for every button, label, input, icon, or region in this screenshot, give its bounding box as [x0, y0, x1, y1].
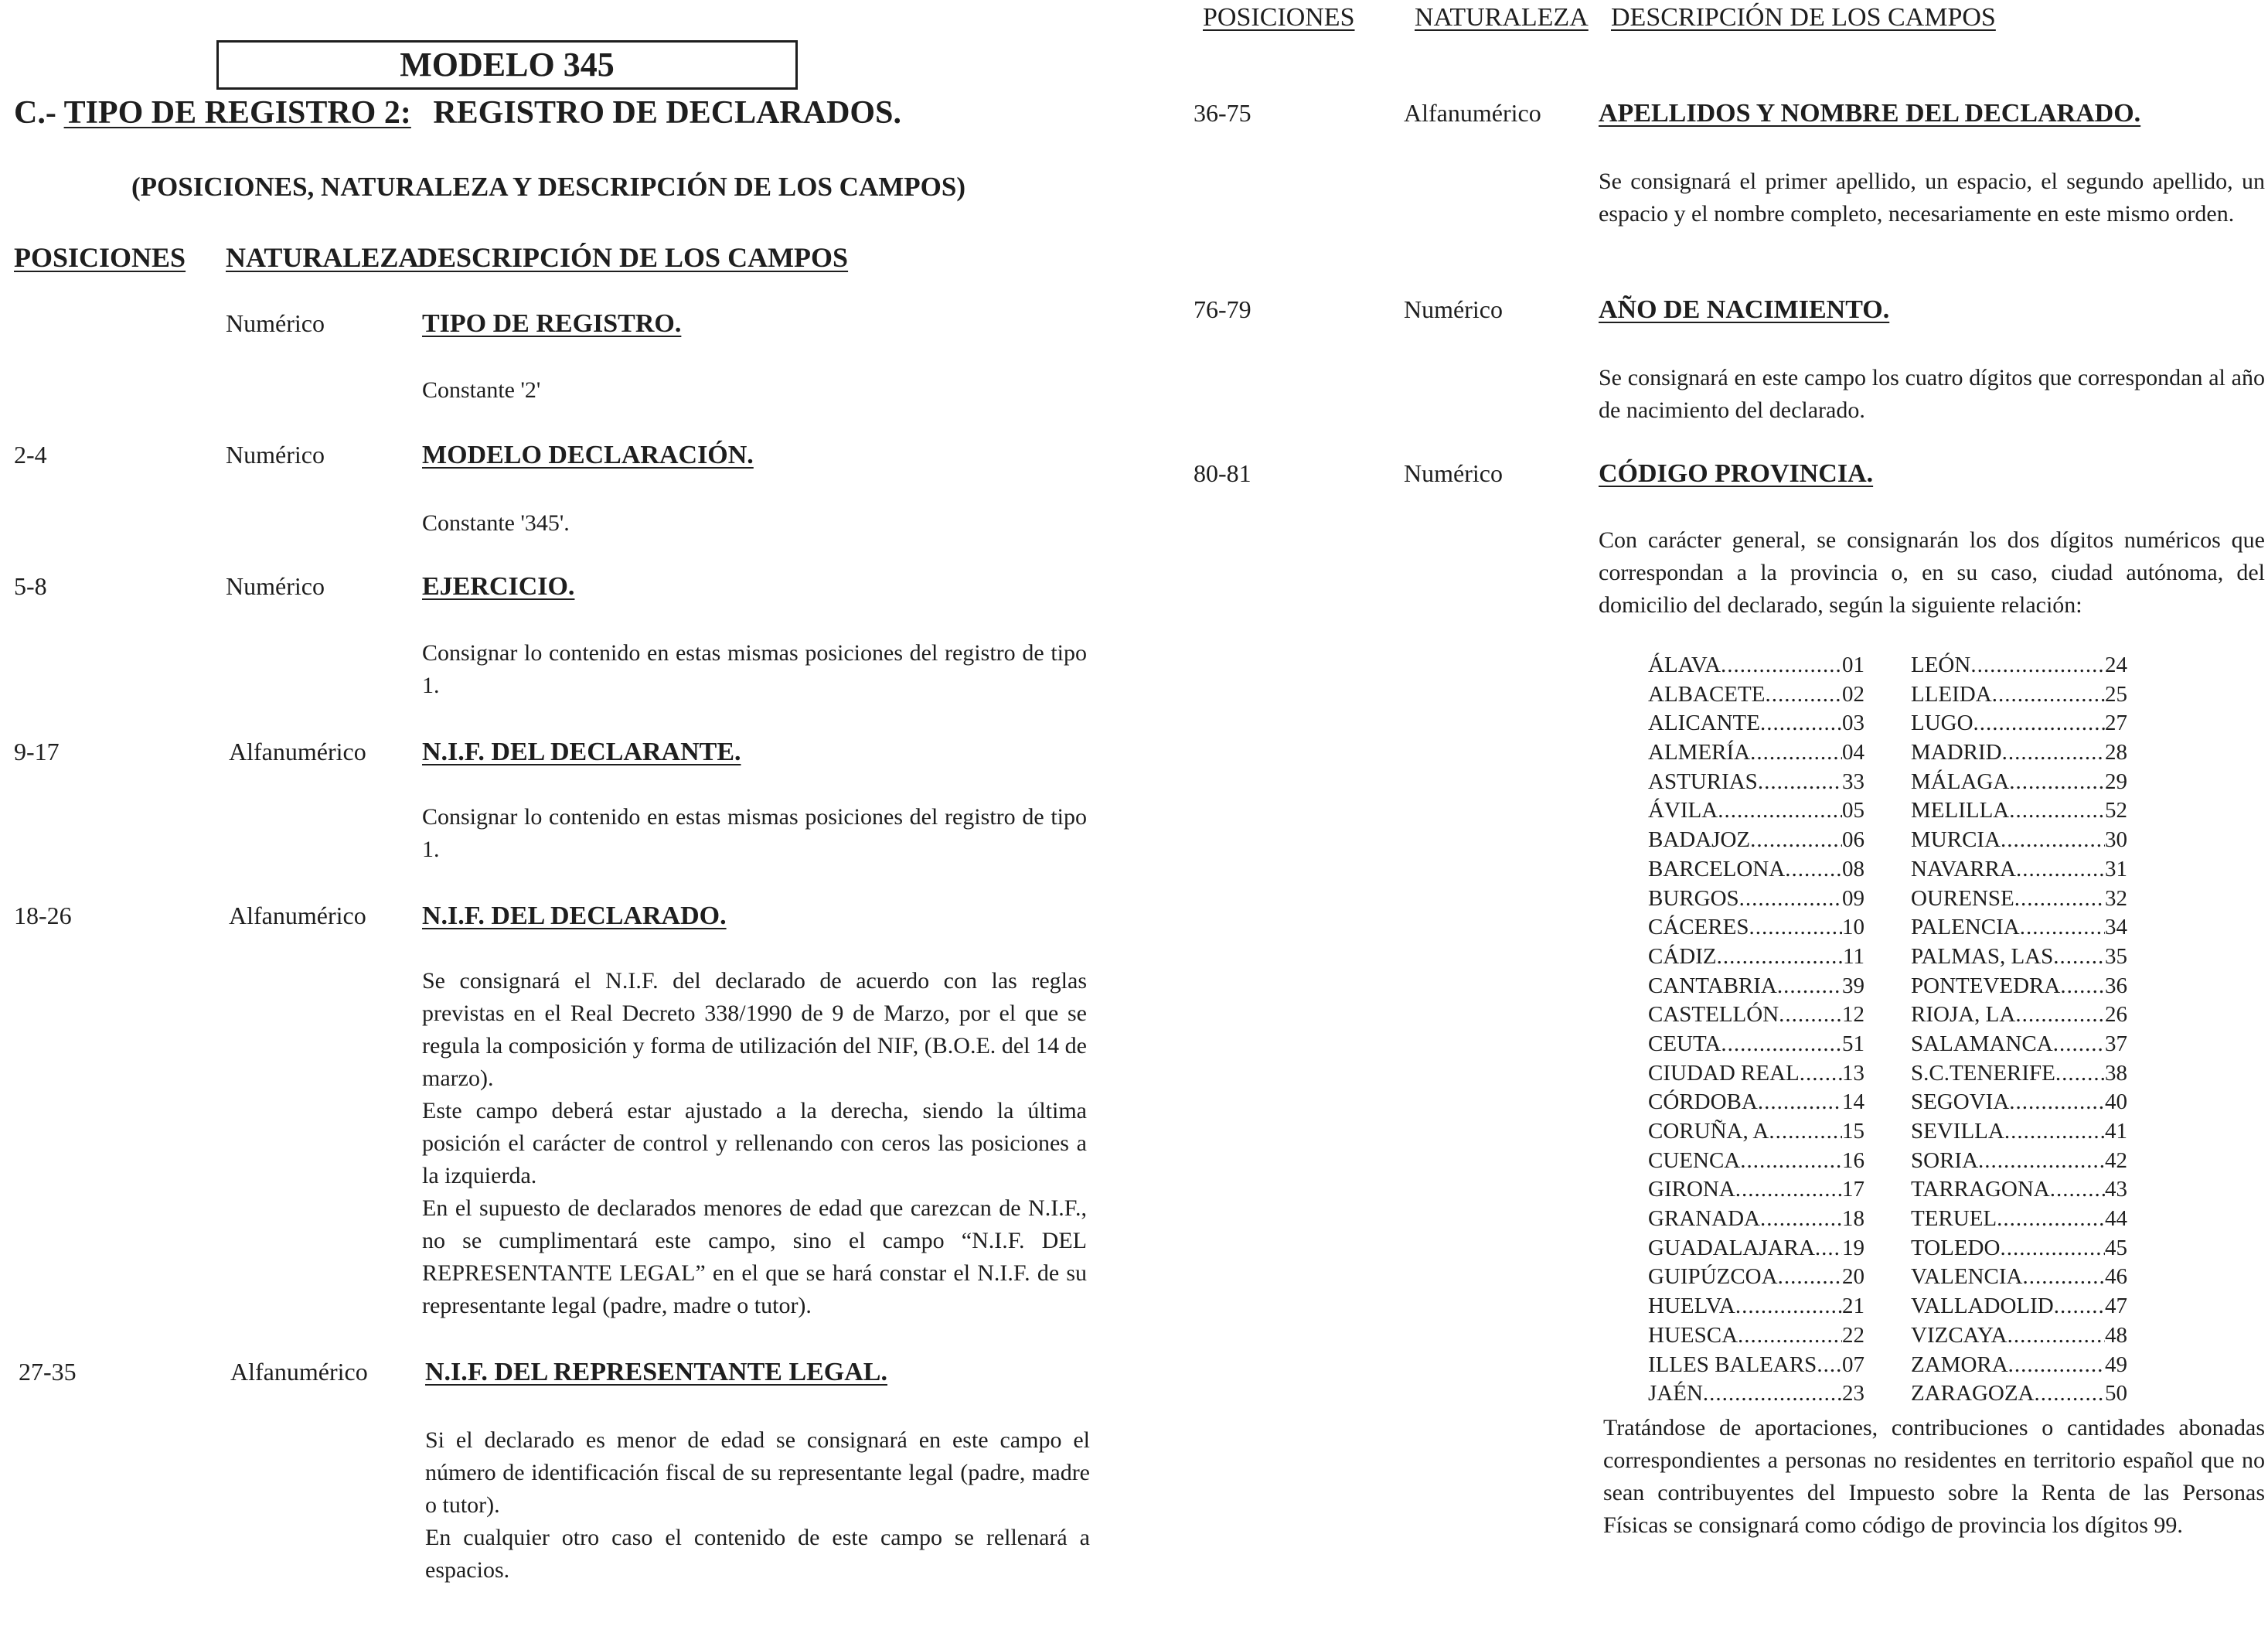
leader-dots [1718, 796, 1842, 826]
province-name: TARRAGONA [1911, 1177, 2050, 1202]
province-entry [1911, 826, 2127, 855]
leader-dots [1817, 1351, 1842, 1380]
province-row [1648, 972, 2127, 1001]
field-description [422, 374, 1087, 407]
field-nature: Numérico [226, 309, 325, 337]
leader-dots [2015, 1001, 2105, 1030]
province-name: CORUÑA, A [1648, 1119, 1769, 1144]
province-code: 41 [2105, 1119, 2127, 1144]
province-name: ALBACETE [1648, 681, 1766, 707]
province-name: ASTURIAS [1648, 769, 1758, 794]
province-name: MURCIA [1911, 827, 2001, 853]
province-entry [1648, 826, 1864, 855]
leader-dots [1758, 1088, 1842, 1117]
province-code: 04 [1842, 740, 1864, 765]
province-entry [1648, 796, 1864, 826]
province-entry [1911, 651, 2127, 680]
leader-dots [2053, 1030, 2105, 1059]
field-position: 2-4 [14, 441, 47, 469]
province-name: CEUTA [1648, 1031, 1721, 1056]
province-code: 10 [1842, 915, 1864, 940]
province-name: NAVARRA [1911, 856, 2016, 881]
leader-dots [1750, 738, 1842, 768]
province-code: 48 [2105, 1322, 2127, 1348]
leader-dots [1758, 768, 1842, 797]
model-title-box [216, 40, 798, 90]
province-entry [1648, 1205, 1864, 1234]
province-entry [1648, 768, 1864, 797]
province-entry [1911, 855, 2127, 885]
province-name: ILLES BALEARS [1648, 1352, 1817, 1377]
description-paragraph: Consignar lo contenido en estas mismas posiciones del registro de tipo 1. [422, 804, 1087, 862]
field-name: APELLIDOS Y NOMBRE DEL DECLARADO. [1599, 99, 2141, 128]
province-code: 19 [1842, 1235, 1864, 1260]
province-name: SEVILLA [1911, 1119, 2004, 1144]
field-name: MODELO DECLARACIÓN. [422, 441, 754, 469]
leader-dots [1760, 709, 1842, 738]
province-name: OURENSE [1911, 885, 2014, 911]
province-name: TERUEL [1911, 1206, 1997, 1232]
field-description [1599, 165, 2265, 230]
province-code: 24 [2105, 653, 2127, 677]
leader-dots [2020, 913, 2105, 943]
leader-dots [1750, 826, 1842, 855]
leader-dots [1717, 943, 1843, 972]
province-entry [1911, 1030, 2127, 1059]
description-paragraph: Constante '2' [422, 377, 541, 403]
field-position: 76-79 [1194, 295, 1251, 323]
leader-dots [1970, 651, 2105, 680]
province-code: 50 [2105, 1381, 2127, 1406]
leader-dots [1740, 1147, 1842, 1176]
province-code: 35 [2105, 943, 2127, 969]
province-entry [1648, 680, 1864, 710]
province-name: GIRONA [1648, 1177, 1735, 1202]
province-name: SEGOVIA [1911, 1089, 2010, 1115]
leader-dots [2055, 1059, 2105, 1089]
field-nature: Alfanumérico [229, 738, 366, 765]
province-entry [1648, 1147, 1864, 1176]
province-code: 21 [1842, 1294, 1864, 1319]
province-entry [1648, 1117, 1864, 1147]
record-type: TIPO DE REGISTRO 2: [63, 95, 411, 131]
leader-dots [1721, 651, 1842, 680]
province-code: 49 [2105, 1352, 2127, 1377]
left-header-nature: NATURALEZA [226, 242, 419, 273]
province-name: ZAMORA [1911, 1352, 2008, 1377]
field-description [422, 507, 1087, 540]
province-code: 40 [2105, 1089, 2127, 1115]
province-name: LEÓN [1911, 653, 1971, 677]
province-name: PONTEVEDRA [1911, 973, 2061, 998]
leader-dots [1777, 972, 1842, 1001]
model-title: MODELO 345 [400, 46, 615, 84]
province-row [1648, 1147, 2127, 1176]
record-type-heading [14, 94, 901, 131]
field-name: CÓDIGO PROVINCIA. [1599, 459, 1874, 488]
province-code: 33 [1842, 769, 1864, 794]
leader-dots [1735, 1292, 1842, 1321]
province-row [1648, 651, 2127, 680]
field-name: EJERCICIO. [422, 572, 575, 601]
province-name: ÁVILA [1648, 798, 1718, 823]
description-paragraph: En el supuesto de declarados menores de edad que carezcan de N.I.F., no se cumplimentará este campo, sino el campo “N.I.F. DEL REPRESENTANTE LEGAL” en el que se hará constar el N.I.F. de su representante legal (padre, madre o tutor). [422, 1195, 1087, 1318]
province-entry [1648, 885, 1864, 914]
province-code: 43 [2105, 1177, 2127, 1202]
province-entry [1648, 1059, 1864, 1089]
province-name: CIUDAD REAL [1648, 1060, 1800, 1086]
field-name: N.I.F. DEL DECLARANTE. [422, 738, 741, 766]
province-entry [1648, 913, 1864, 943]
province-row [1648, 1351, 2127, 1380]
province-row [1648, 1088, 2127, 1117]
province-code: 13 [1842, 1060, 1864, 1086]
province-entry [1648, 855, 1864, 885]
leader-dots [2022, 1263, 2105, 1292]
leader-dots [2009, 1088, 2105, 1117]
field-nature: Numérico [226, 441, 325, 469]
leader-dots [1992, 680, 2105, 710]
province-row [1648, 1175, 2127, 1205]
leader-dots [1978, 1147, 2105, 1176]
province-name: LLEIDA [1911, 681, 1992, 707]
description-paragraph: Si el declarado es menor de edad se consignará en este campo el número de identificación fiscal de su representante legal (padre, madre o tutor). [425, 1427, 1090, 1518]
province-name: ZARAGOZA [1911, 1381, 2035, 1406]
province-row [1648, 738, 2127, 768]
province-row [1648, 1321, 2127, 1351]
leader-dots [1738, 1321, 1842, 1351]
province-code: 51 [1842, 1031, 1864, 1056]
leader-dots [1721, 1030, 1842, 1059]
province-entry [1648, 738, 1864, 768]
province-row [1648, 885, 2127, 914]
right-header-description: DESCRIPCIÓN DE LOS CAMPOS [1611, 3, 1996, 32]
province-row [1648, 913, 2127, 943]
province-name: SORIA [1911, 1147, 1979, 1173]
province-entry [1648, 943, 1864, 972]
province-code: 32 [2105, 885, 2127, 911]
record-name: REGISTRO DE DECLARADOS. [433, 95, 901, 131]
province-code: 05 [1842, 798, 1864, 823]
province-name: PALENCIA [1911, 915, 2020, 940]
province-entry [1911, 1117, 2127, 1147]
province-entry [1648, 1379, 1864, 1409]
province-entry [1911, 796, 2127, 826]
description-paragraph: Con carácter general, se consignarán los dos dígitos numéricos que correspondan a la provincia o, en su caso, ciudad autónoma, del domicilio del declarado, según la siguiente relación: [1599, 527, 2265, 618]
province-code: 08 [1842, 856, 1864, 881]
subtitle: (POSICIONES, NATURALEZA Y DESCRIPCIÓN DE LOS CAMPOS) [131, 172, 965, 202]
province-entry [1911, 885, 2127, 914]
province-name: ALMERÍA [1648, 740, 1751, 765]
description-paragraph: Este campo deberá estar ajustado a la derecha, siendo la última posición el carácter de control y rellenando con ceros las posiciones a la izquierda. [422, 1098, 1087, 1188]
province-name: BARCELONA [1648, 856, 1786, 881]
field-description [422, 965, 1087, 1322]
province-entry [1648, 1234, 1864, 1263]
province-name: MÁLAGA [1911, 769, 2010, 794]
leader-dots [2001, 826, 2105, 855]
leader-dots [1703, 1379, 1842, 1409]
leader-dots [1800, 1059, 1842, 1089]
province-row [1648, 1234, 2127, 1263]
leader-dots [2002, 738, 2105, 768]
leader-dots [2000, 1234, 2105, 1263]
field-name: N.I.F. DEL REPRESENTANTE LEGAL. [425, 1358, 887, 1386]
field-description [422, 801, 1087, 866]
province-entry [1648, 1030, 1864, 1059]
province-entry [1911, 1059, 2127, 1089]
province-code: 38 [2105, 1060, 2127, 1086]
province-name: MELILLA [1911, 798, 2010, 823]
province-entry [1648, 972, 1864, 1001]
province-row [1648, 1205, 2127, 1234]
province-row [1648, 1263, 2127, 1292]
province-entry [1911, 913, 2127, 943]
left-header-positions: POSICIONES [14, 242, 186, 273]
field-position: 27-35 [19, 1358, 77, 1386]
province-row [1648, 1001, 2127, 1030]
province-row [1648, 943, 2127, 972]
leader-dots [2007, 1321, 2105, 1351]
province-entry [1911, 1379, 2127, 1409]
province-row [1648, 1292, 2127, 1321]
right-header-positions: POSICIONES [1203, 3, 1355, 32]
province-row [1648, 826, 2127, 855]
field-name: N.I.F. DEL DECLARADO. [422, 902, 727, 930]
leader-dots [1973, 709, 2105, 738]
province-name: BURGOS [1648, 885, 1739, 911]
province-name: VALLADOLID [1911, 1294, 2054, 1319]
leader-dots [2016, 855, 2105, 885]
province-entry [1911, 1001, 2127, 1030]
province-code: 14 [1842, 1089, 1864, 1115]
right-header-nature: NATURALEZA [1415, 3, 1589, 32]
description-paragraph: Constante '345'. [422, 510, 570, 536]
leader-dots [1735, 1175, 1842, 1205]
province-entry [1648, 1321, 1864, 1351]
field-nature: Alfanumérico [1404, 99, 1541, 127]
province-row [1648, 709, 2127, 738]
leader-dots [1815, 1234, 1842, 1263]
field-name: TIPO DE REGISTRO. [422, 309, 682, 338]
province-name: RIOJA, LA [1911, 1002, 2016, 1028]
leader-dots [1760, 1205, 1842, 1234]
province-name: ÁLAVA [1648, 653, 1721, 677]
province-entry [1911, 1088, 2127, 1117]
field-position: 5-8 [14, 572, 47, 600]
province-row [1648, 855, 2127, 885]
province-row [1648, 796, 2127, 826]
province-name: MADRID [1911, 740, 2002, 765]
province-name: CÁDIZ [1648, 943, 1717, 969]
leader-dots [1739, 885, 1842, 914]
leader-dots [2050, 1175, 2105, 1205]
province-entry [1911, 1234, 2127, 1263]
leader-dots [1997, 1205, 2105, 1234]
left-header-description: DESCRIPCIÓN DE LOS CAMPOS [417, 242, 849, 273]
province-code: 52 [2105, 798, 2127, 823]
leader-dots [1779, 1001, 1842, 1030]
province-name: HUESCA [1648, 1322, 1738, 1348]
leader-dots [2014, 885, 2105, 914]
province-code: 36 [2105, 973, 2127, 998]
province-entry [1911, 768, 2127, 797]
province-entry [1911, 1175, 2127, 1205]
province-code: 25 [2105, 681, 2127, 707]
field-nature: Numérico [1404, 459, 1503, 487]
province-code: 46 [2105, 1264, 2127, 1290]
province-code-table [1648, 651, 2127, 1409]
province-name: ALICANTE [1648, 711, 1760, 736]
province-name: CÓRDOBA [1648, 1089, 1758, 1115]
province-code: 15 [1842, 1119, 1864, 1144]
province-code: 29 [2105, 769, 2127, 794]
province-entry [1911, 680, 2127, 710]
province-code: 44 [2105, 1206, 2127, 1232]
province-name: JAÉN [1648, 1381, 1703, 1406]
description-paragraph: Consignar lo contenido en estas mismas posiciones del registro de tipo 1. [422, 640, 1087, 698]
field-position: 9-17 [14, 738, 60, 765]
province-name: PALMAS, LAS [1911, 943, 2054, 969]
province-code: 03 [1842, 711, 1864, 736]
province-code: 37 [2105, 1031, 2127, 1056]
province-row [1648, 1030, 2127, 1059]
province-entry [1911, 1263, 2127, 1292]
province-entry [1648, 1351, 1864, 1380]
province-name: VIZCAYA [1911, 1322, 2007, 1348]
province-code: 22 [1842, 1322, 1864, 1348]
province-code: 34 [2105, 915, 2127, 940]
province-code: 07 [1842, 1352, 1864, 1377]
province-entry [1648, 1292, 1864, 1321]
province-entry [1911, 1292, 2127, 1321]
leader-dots [2004, 1117, 2105, 1147]
province-name: VALENCIA [1911, 1264, 2023, 1290]
province-entry [1648, 1088, 1864, 1117]
province-row [1648, 768, 2127, 797]
province-name: CANTABRIA [1648, 973, 1777, 998]
description-paragraph: Se consignará el primer apellido, un espacio, el segundo apellido, un espacio y el nombre completo, necesariamente en este mismo orden. [1599, 169, 2265, 227]
description-paragraph: Se consignará en este campo los cuatro dígitos que correspondan al año de nacimiento del declarado. [1599, 365, 2265, 423]
field-position: 36-75 [1194, 99, 1251, 127]
description-paragraph: Se consignará el N.I.F. del declarado de acuerdo con las reglas previstas en el Real Decreto 338/1990 de 9 de Marzo, por el que se regula la composición y forma de utilización del NIF, (B.O.E. del 14 de marzo). [422, 968, 1087, 1091]
leader-dots [2009, 796, 2105, 826]
leader-dots [1769, 1117, 1842, 1147]
leader-dots [1749, 913, 1842, 943]
province-name: BADAJOZ [1648, 827, 1751, 853]
field-name: AÑO DE NACIMIENTO. [1599, 295, 1890, 324]
province-name: GRANADA [1648, 1206, 1760, 1232]
field-description [1599, 362, 2265, 427]
province-entry [1911, 738, 2127, 768]
field-nature: Numérico [1404, 295, 1503, 323]
province-code: 02 [1842, 681, 1864, 707]
province-code: 42 [2105, 1147, 2127, 1173]
province-entry [1648, 1175, 1864, 1205]
province-entry [1648, 709, 1864, 738]
province-code: 47 [2105, 1294, 2127, 1319]
closing-note: Tratándose de aportaciones, contribuciones o cantidades abonadas correspondientes a personas no residentes en territorio español que no sean contribuyentes del Impuesto sobre la Renta de las Personas Físicas se consignará como código de provincia los dígitos 99. [1603, 1415, 2265, 1538]
province-code: 45 [2105, 1235, 2127, 1260]
province-code: 09 [1842, 885, 1864, 911]
field-description [1599, 524, 2265, 622]
province-name: GUADALAJARA [1648, 1235, 1815, 1260]
province-entry [1911, 943, 2127, 972]
field-nature: Numérico [226, 572, 325, 600]
province-entry [1911, 1351, 2127, 1380]
leader-dots [1765, 680, 1842, 710]
province-row [1648, 1059, 2127, 1089]
province-entry [1911, 1321, 2127, 1351]
province-entry [1648, 651, 1864, 680]
province-code: 16 [1842, 1147, 1864, 1173]
province-code: 01 [1842, 653, 1864, 677]
province-entry [1911, 1205, 2127, 1234]
field-description [425, 1424, 1090, 1587]
province-name: LUGO [1911, 711, 1973, 736]
province-row [1648, 680, 2127, 710]
province-code: 23 [1842, 1381, 1864, 1406]
province-name: CÁCERES [1648, 915, 1749, 940]
province-entry [1648, 1001, 1864, 1030]
province-code: 18 [1842, 1206, 1864, 1232]
leader-dots [2060, 972, 2105, 1001]
record-prefix: C.- [14, 95, 56, 131]
province-code: 17 [1842, 1177, 1864, 1202]
province-code: 11 [1843, 943, 1864, 969]
province-name: GUIPÚZCOA [1648, 1264, 1778, 1290]
leader-dots [1778, 1263, 1842, 1292]
province-code: 39 [1842, 973, 1864, 998]
field-nature: Alfanumérico [230, 1358, 368, 1386]
province-code: 28 [2105, 740, 2127, 765]
province-code: 27 [2105, 711, 2127, 736]
province-name: HUELVA [1648, 1294, 1735, 1319]
province-entry [1648, 1263, 1864, 1292]
field-description [422, 637, 1087, 702]
province-code: 06 [1842, 827, 1864, 853]
province-row [1648, 1117, 2127, 1147]
leader-dots [2008, 1351, 2105, 1380]
province-entry [1911, 709, 2127, 738]
field-position: 80-81 [1194, 459, 1251, 487]
field-position: 18-26 [14, 902, 72, 929]
field-nature: Alfanumérico [229, 902, 366, 929]
province-code: 20 [1842, 1264, 1864, 1290]
province-code: 12 [1842, 1002, 1864, 1028]
leader-dots [2053, 943, 2105, 972]
province-name: CUENCA [1648, 1147, 1741, 1173]
province-row [1648, 1379, 2127, 1409]
province-code: 30 [2105, 827, 2127, 853]
province-name: SALAMANCA [1911, 1031, 2053, 1056]
province-code: 31 [2105, 856, 2127, 881]
province-code: 26 [2105, 1002, 2127, 1028]
province-name: S.C.TENERIFE [1911, 1060, 2055, 1086]
leader-dots [2035, 1379, 2106, 1409]
province-name: TOLEDO [1911, 1235, 2001, 1260]
province-name: CASTELLÓN [1648, 1002, 1779, 1028]
province-entry [1911, 972, 2127, 1001]
description-paragraph: En cualquier otro caso el contenido de este campo se rellenará a espacios. [425, 1525, 1090, 1583]
leader-dots [2054, 1292, 2105, 1321]
leader-dots [1785, 855, 1842, 885]
leader-dots [2009, 768, 2105, 797]
province-entry [1911, 1147, 2127, 1176]
